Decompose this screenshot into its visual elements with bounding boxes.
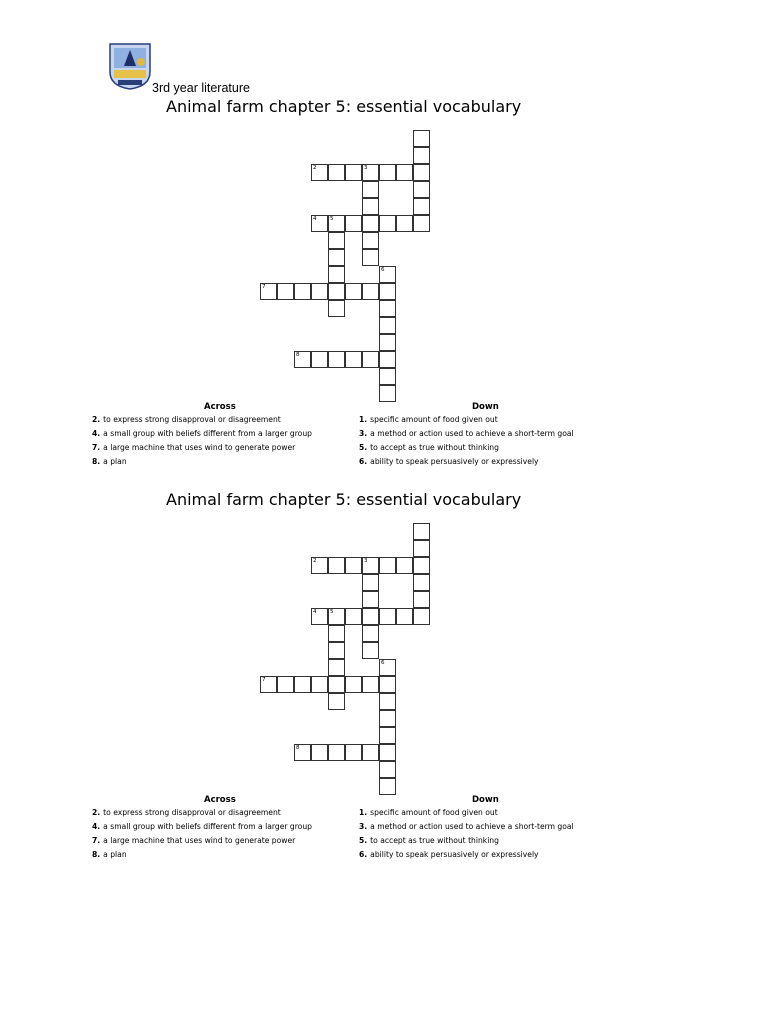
- crossword-cell[interactable]: [379, 761, 396, 778]
- across-clue: 8. a plan: [92, 457, 127, 466]
- crossword-cell[interactable]: [260, 283, 277, 300]
- worksheet-title: Animal farm chapter 5: essential vocabulary: [166, 97, 522, 116]
- clue-number: 4: [313, 609, 317, 615]
- crossword-cell[interactable]: [379, 368, 396, 385]
- crossword-cell[interactable]: [413, 130, 430, 147]
- crossword-cell[interactable]: [345, 215, 362, 232]
- crossword-cell[interactable]: [260, 676, 277, 693]
- crossword-cell[interactable]: [345, 557, 362, 574]
- crossword-cell[interactable]: [396, 164, 413, 181]
- crossword-cell[interactable]: [379, 744, 396, 761]
- crossword-cell[interactable]: [362, 283, 379, 300]
- crossword-cell[interactable]: [379, 266, 396, 283]
- across-clue: 2. to express strong disapproval or disagreement: [92, 415, 281, 424]
- crossword-cell[interactable]: [328, 659, 345, 676]
- crossword-cell[interactable]: [413, 540, 430, 557]
- crossword-cell[interactable]: [362, 351, 379, 368]
- crossword-cell[interactable]: [328, 351, 345, 368]
- crossword-cell[interactable]: [328, 300, 345, 317]
- crossword-cell[interactable]: [311, 351, 328, 368]
- crossword-cell[interactable]: [362, 198, 379, 215]
- crossword-cell[interactable]: [362, 249, 379, 266]
- crossword-cell[interactable]: [311, 557, 328, 574]
- crossword-cell[interactable]: [413, 215, 430, 232]
- crossword-cell[interactable]: [379, 164, 396, 181]
- clue-number: 8: [296, 745, 300, 751]
- crossword-cell[interactable]: [362, 164, 379, 181]
- crossword-cell[interactable]: [413, 147, 430, 164]
- clue-number: 7: [262, 677, 266, 683]
- crossword-cell[interactable]: [379, 710, 396, 727]
- crossword-cell[interactable]: [328, 557, 345, 574]
- clue-number: 2: [313, 165, 317, 171]
- crossword-cell[interactable]: [311, 215, 328, 232]
- across-clue: 4. a small group with beliefs different from a larger group: [92, 822, 312, 831]
- crossword-cell[interactable]: [379, 317, 396, 334]
- crossword-cell[interactable]: [311, 744, 328, 761]
- down-clues: [359, 413, 574, 469]
- school-crest-icon: [108, 42, 152, 90]
- crossword-cell[interactable]: [311, 676, 328, 693]
- crossword-cell[interactable]: [328, 608, 345, 625]
- crossword-cell[interactable]: [311, 164, 328, 181]
- crossword-grid: [0, 490, 768, 790]
- crossword-cell[interactable]: [328, 266, 345, 283]
- crossword-cell[interactable]: [328, 744, 345, 761]
- clue-number: 3: [364, 165, 368, 171]
- crossword-cell[interactable]: [328, 625, 345, 642]
- crossword-cell[interactable]: [328, 215, 345, 232]
- crossword-cell[interactable]: [362, 557, 379, 574]
- crossword-cell[interactable]: [362, 676, 379, 693]
- crossword-cell[interactable]: [413, 608, 430, 625]
- down-heading: Down: [472, 402, 499, 412]
- clue-number: 5: [330, 609, 334, 615]
- across-clues: [92, 413, 312, 469]
- crossword-cell[interactable]: [379, 608, 396, 625]
- crossword-cell[interactable]: [345, 283, 362, 300]
- crossword-cell[interactable]: [379, 727, 396, 744]
- crossword-cell[interactable]: [362, 744, 379, 761]
- down-clue: 5. to accept as true without thinking: [359, 836, 499, 845]
- across-clues: [92, 806, 312, 862]
- crossword-cell[interactable]: [379, 778, 396, 795]
- crossword-cell[interactable]: [379, 676, 396, 693]
- crossword-cell[interactable]: [379, 283, 396, 300]
- across-clue: 8. a plan: [92, 850, 127, 859]
- crossword-cell[interactable]: [362, 591, 379, 608]
- crossword-cell[interactable]: [328, 232, 345, 249]
- across-clue: 2. to express strong disapproval or disagreement: [92, 808, 281, 817]
- crossword-cell[interactable]: [413, 591, 430, 608]
- crossword-cell[interactable]: [413, 523, 430, 540]
- crossword-cell[interactable]: [328, 676, 345, 693]
- crossword-grid: [0, 97, 768, 397]
- down-clue: 5. to accept as true without thinking: [359, 443, 499, 452]
- crossword-cell[interactable]: [362, 625, 379, 642]
- down-clue: 6. ability to speak persuasively or expressively: [359, 850, 539, 859]
- crossword-cell[interactable]: [379, 557, 396, 574]
- crossword-cell[interactable]: [379, 693, 396, 710]
- crossword-cell[interactable]: [328, 164, 345, 181]
- clue-number: 4: [313, 216, 317, 222]
- across-clue: 7. a large machine that uses wind to generate power: [92, 443, 296, 452]
- crossword-cell[interactable]: [345, 608, 362, 625]
- crossword-cell[interactable]: [362, 642, 379, 659]
- clue-number: 6: [381, 267, 385, 273]
- crossword-cell[interactable]: [294, 676, 311, 693]
- crossword-cell[interactable]: [311, 608, 328, 625]
- worksheet-copy-2: [0, 490, 768, 880]
- crossword-cell[interactable]: [413, 557, 430, 574]
- crossword-cell[interactable]: [362, 232, 379, 249]
- crossword-cell[interactable]: [277, 283, 294, 300]
- crossword-cell[interactable]: [345, 164, 362, 181]
- crossword-cell[interactable]: [413, 198, 430, 215]
- clue-number: 6: [381, 660, 385, 666]
- clue-number: 8: [296, 352, 300, 358]
- crossword-cell[interactable]: [362, 574, 379, 591]
- crossword-cell[interactable]: [379, 659, 396, 676]
- crossword-cell[interactable]: [379, 385, 396, 402]
- across-clue: 7. a large machine that uses wind to generate power: [92, 836, 296, 845]
- down-clue: 1. specific amount of food given out: [359, 415, 498, 424]
- crossword-cell[interactable]: [328, 249, 345, 266]
- down-heading: Down: [472, 795, 499, 805]
- crossword-cell[interactable]: [294, 283, 311, 300]
- across-heading: Across: [204, 402, 236, 412]
- crossword-cell[interactable]: [396, 557, 413, 574]
- crossword-cell[interactable]: [294, 744, 311, 761]
- across-heading: Across: [204, 795, 236, 805]
- down-clue: 6. ability to speak persuasively or expressively: [359, 457, 539, 466]
- subject-label: 3rd year literature: [152, 81, 250, 95]
- crossword-cell[interactable]: [294, 351, 311, 368]
- down-clue: 3. a method or action used to achieve a short-term goal: [359, 822, 574, 831]
- crossword-cell[interactable]: [277, 676, 294, 693]
- crossword-cell[interactable]: [311, 283, 328, 300]
- crossword-cell[interactable]: [379, 215, 396, 232]
- worksheet-copy-1: [0, 97, 768, 487]
- clue-number: 7: [262, 284, 266, 290]
- crossword-cell[interactable]: [345, 744, 362, 761]
- crossword-cell[interactable]: [328, 283, 345, 300]
- crossword-cell[interactable]: [413, 164, 430, 181]
- crossword-cell[interactable]: [396, 608, 413, 625]
- crossword-cell[interactable]: [345, 351, 362, 368]
- down-clues: [359, 806, 574, 862]
- worksheet-title: Animal farm chapter 5: essential vocabulary: [166, 490, 522, 509]
- down-clue: 1. specific amount of food given out: [359, 808, 498, 817]
- clue-number: 3: [364, 558, 368, 564]
- crossword-cell[interactable]: [379, 351, 396, 368]
- crossword-cell[interactable]: [362, 215, 379, 232]
- crossword-cell[interactable]: [379, 300, 396, 317]
- clue-number: 5: [330, 216, 334, 222]
- crossword-cell[interactable]: [379, 334, 396, 351]
- down-clue: 3. a method or action used to achieve a short-term goal: [359, 429, 574, 438]
- across-clue: 4. a small group with beliefs different from a larger group: [92, 429, 312, 438]
- crossword-cell[interactable]: [413, 574, 430, 591]
- crossword-cell[interactable]: [396, 215, 413, 232]
- crossword-cell[interactable]: [328, 693, 345, 710]
- crossword-cell[interactable]: [413, 181, 430, 198]
- crossword-cell[interactable]: [345, 676, 362, 693]
- crossword-cell[interactable]: [328, 642, 345, 659]
- clue-number: 2: [313, 558, 317, 564]
- crossword-cell[interactable]: [362, 608, 379, 625]
- crossword-cell[interactable]: [362, 181, 379, 198]
